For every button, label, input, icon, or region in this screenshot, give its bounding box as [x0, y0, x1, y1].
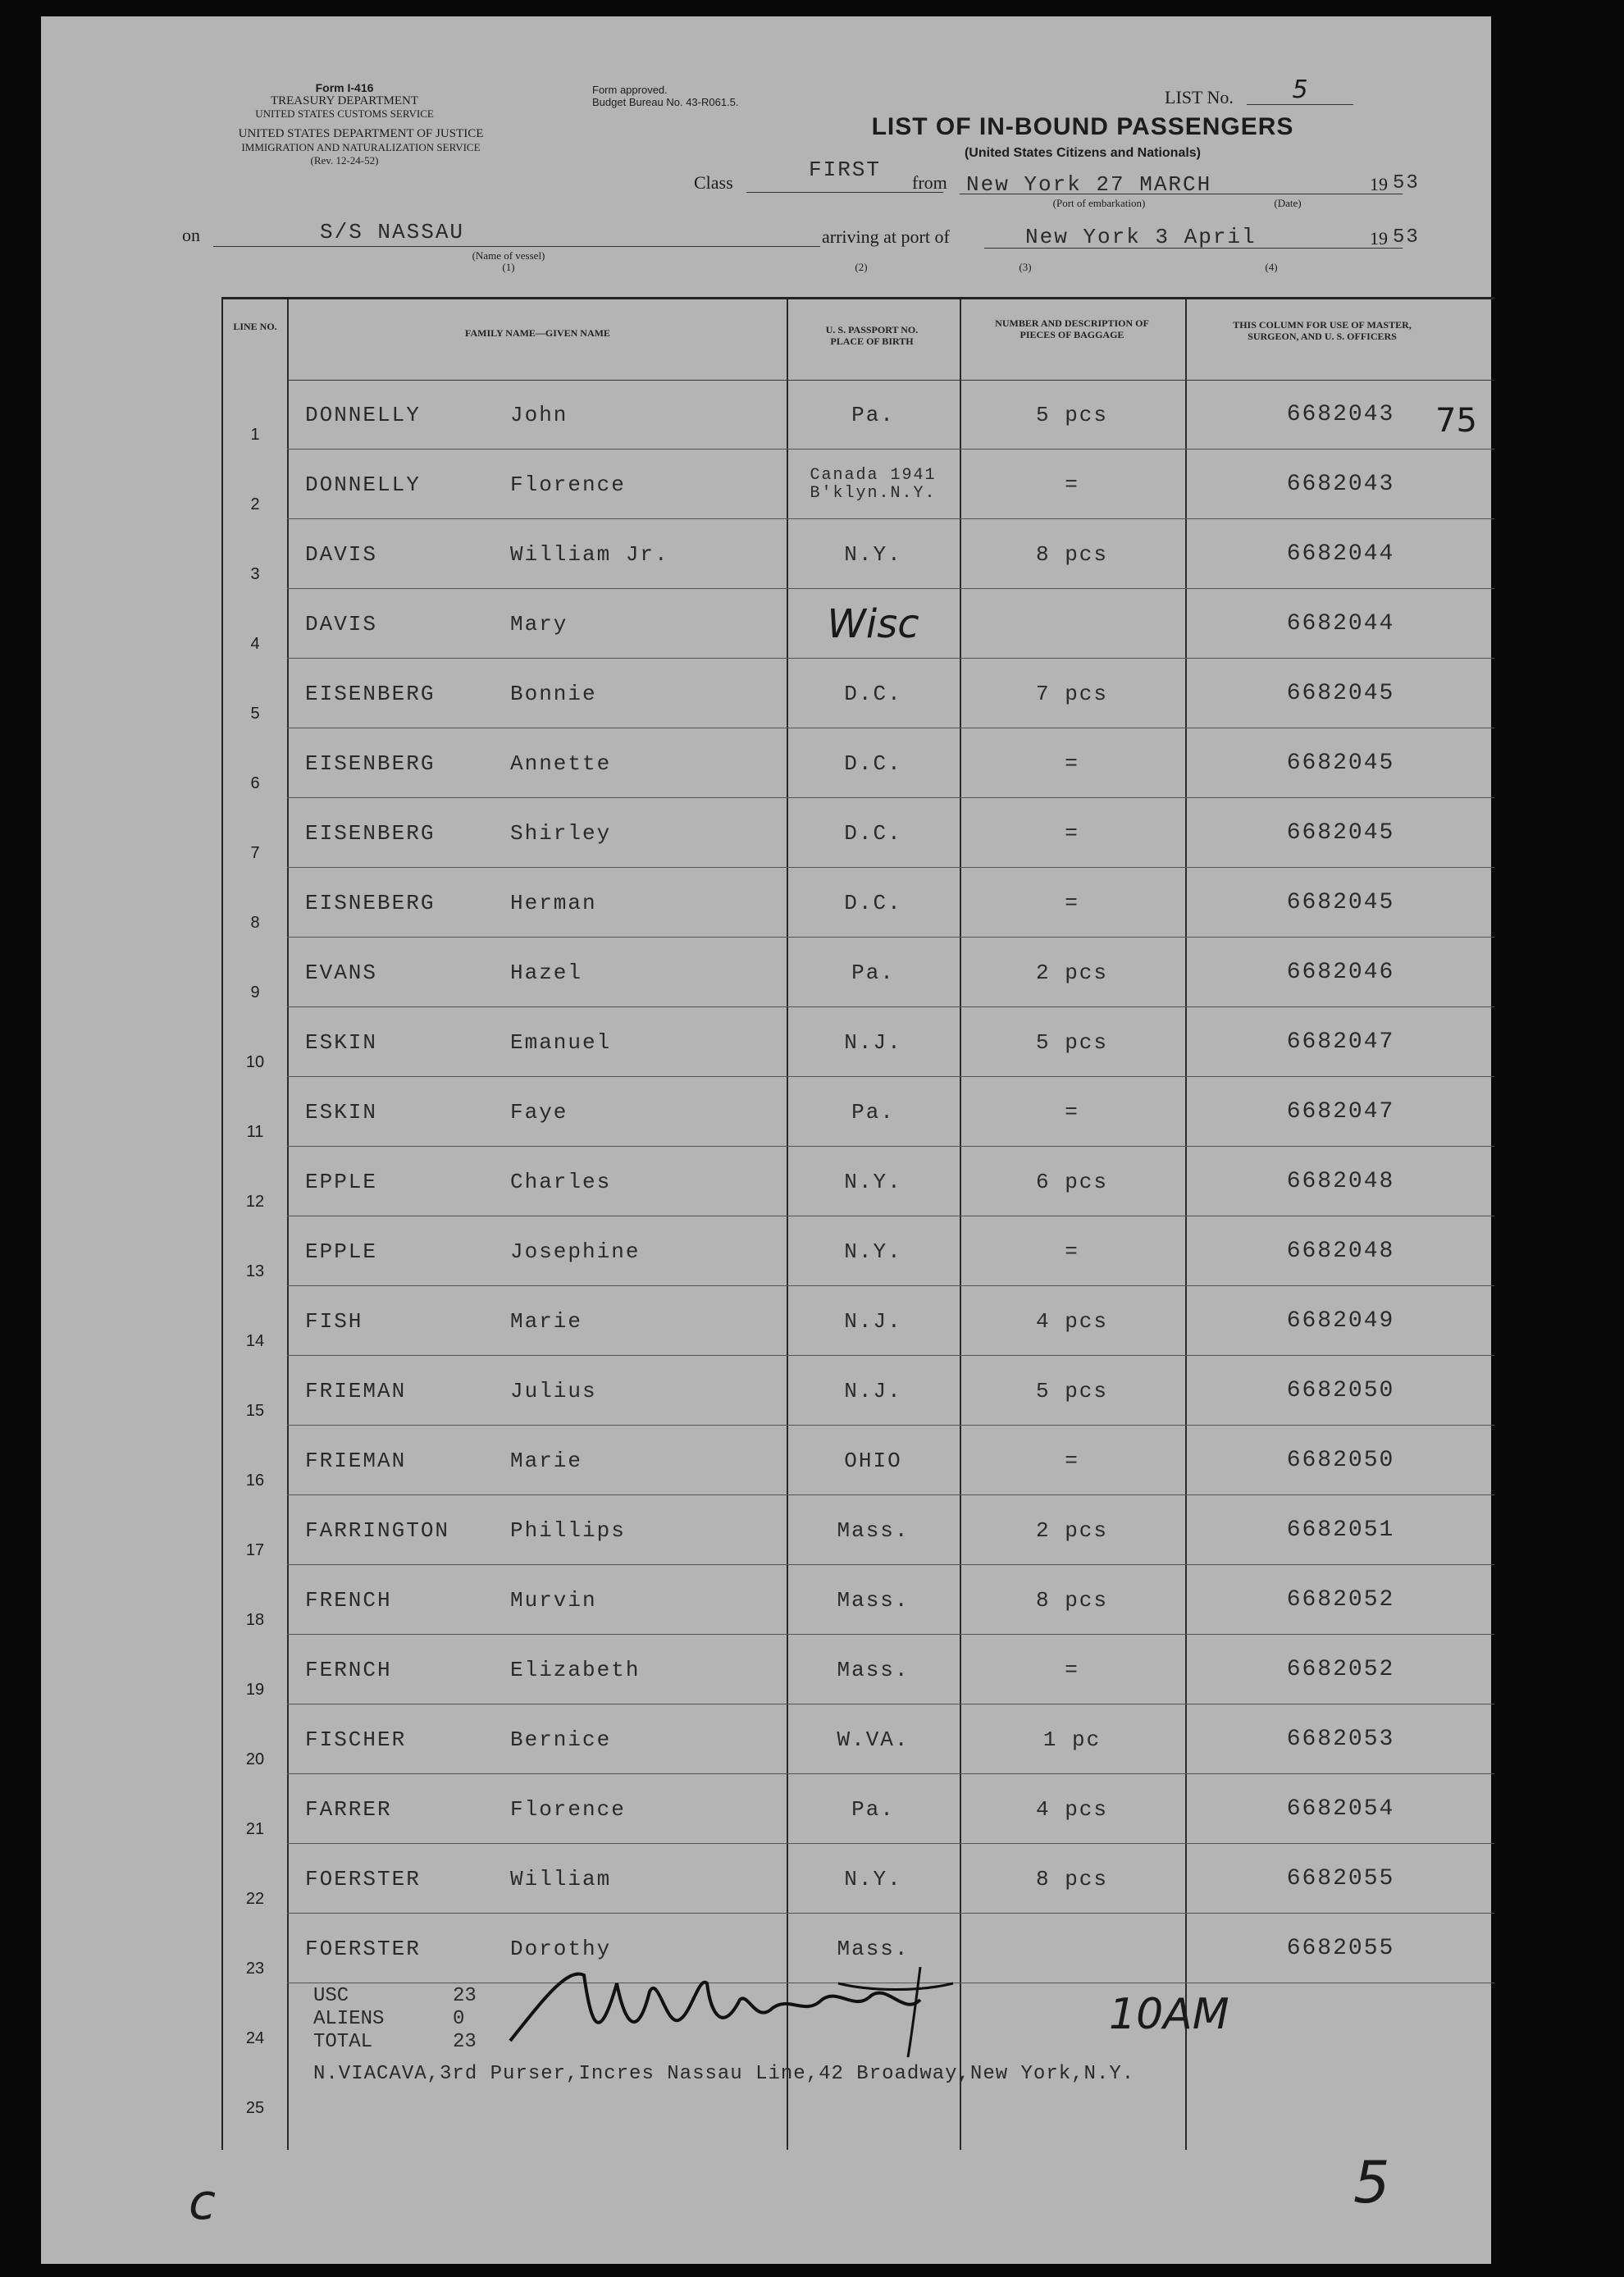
- officer-signature: [494, 1951, 1002, 2065]
- line-number: 23: [245, 1960, 265, 1978]
- baggage: 6 pcs: [1035, 1169, 1108, 1194]
- officer-number: 6682052: [1286, 1587, 1395, 1613]
- totals-block: [313, 1985, 477, 2054]
- given-name: William Jr.: [510, 541, 669, 567]
- family-name: EISENBERG: [305, 681, 436, 706]
- given-name: Charles: [510, 1169, 612, 1194]
- manifest-sheet: [41, 16, 1491, 2264]
- officer-number: 6682047: [1286, 1029, 1395, 1055]
- place-of-birth: Pa.: [851, 960, 895, 985]
- line-number: 12: [245, 1193, 265, 1211]
- table-row: [223, 519, 1494, 589]
- given-name: Herman: [510, 890, 597, 915]
- place-of-birth: D.C.: [844, 681, 902, 706]
- col2-caption: (2): [855, 261, 868, 273]
- arriving-value: New York 3 April: [1025, 225, 1257, 249]
- baggage: =: [1065, 1448, 1079, 1473]
- line-number: 2: [250, 495, 260, 513]
- line-number: 1: [250, 426, 260, 444]
- place-of-birth: W.VA.: [837, 1727, 910, 1752]
- given-name: John: [510, 402, 568, 427]
- officer-number: 6682050: [1286, 1448, 1395, 1473]
- place-of-birth: N.J.: [844, 1378, 902, 1403]
- line-number: 22: [245, 1890, 265, 1908]
- line-number: 10: [245, 1053, 265, 1071]
- treasury-dept: TREASURY DEPARTMENT: [270, 94, 419, 107]
- aliens-count: 0: [453, 2008, 465, 2030]
- form-revision: (Rev. 12-24-52): [310, 154, 379, 167]
- line-number: 11: [246, 1123, 264, 1141]
- family-name: FRIEMAN: [305, 1378, 407, 1403]
- table-row: [223, 728, 1494, 798]
- baggage: 5 pcs: [1035, 1378, 1108, 1403]
- class-label: Class: [694, 172, 733, 193]
- col-head-baggage: NUMBER AND DESCRIPTION OF PIECES OF BAGGAGE: [995, 317, 1149, 340]
- baggage: 8 pcs: [1035, 1587, 1108, 1613]
- family-name: FOERSTER: [305, 1936, 421, 1961]
- place-of-birth: Mass.: [837, 1657, 910, 1682]
- given-name: Elizabeth: [510, 1657, 641, 1682]
- given-name: Florence: [510, 472, 626, 497]
- table-row: [223, 380, 1494, 449]
- place-of-birth: Canada 1941 B'klyn.N.Y.: [810, 465, 937, 503]
- line-number: 25: [245, 2099, 265, 2117]
- family-name: FERNCH: [305, 1657, 392, 1682]
- line-number: 16: [245, 1472, 265, 1490]
- total-count: 23: [453, 2031, 477, 2053]
- baggage: 8 pcs: [1035, 1866, 1108, 1891]
- place-of-birth: N.J.: [844, 1029, 902, 1055]
- bottom-right-mark: 5: [1353, 2149, 1390, 2216]
- officer-number: 6682045: [1286, 681, 1395, 706]
- arriving-underline: [984, 248, 1403, 249]
- list-no-label: LIST No.: [1165, 87, 1234, 107]
- place-of-birth: D.C.: [844, 820, 902, 846]
- family-name: FISCHER: [305, 1727, 407, 1752]
- given-name: Annette: [510, 751, 612, 776]
- given-name: Phillips: [510, 1517, 626, 1543]
- officer-number: 6682053: [1286, 1727, 1395, 1752]
- line-number: 7: [250, 844, 260, 862]
- form-number: Form I-416: [315, 81, 374, 94]
- table-row: [223, 1077, 1494, 1147]
- baggage: =: [1065, 890, 1079, 915]
- baggage: =: [1065, 1239, 1079, 1264]
- given-name: Bernice: [510, 1727, 612, 1752]
- class-value: FIRST: [808, 157, 881, 182]
- line-number: 17: [245, 1541, 265, 1559]
- line-number: 9: [250, 983, 260, 1002]
- place-of-birth: N.Y.: [844, 1866, 902, 1891]
- arr-year-prefix: 19: [1370, 228, 1388, 249]
- place-of-birth: D.C.: [844, 890, 902, 915]
- officer-number: 6682048: [1286, 1239, 1395, 1264]
- officer-number: 6682052: [1286, 1657, 1395, 1682]
- arriving-label: arriving at port of: [822, 226, 950, 247]
- given-name: Marie: [510, 1308, 583, 1334]
- family-name: EISENBERG: [305, 751, 436, 776]
- officer-number: 6682045: [1286, 820, 1395, 846]
- family-name: FARRINGTON: [305, 1517, 450, 1543]
- purser-line: N.VIACAVA,3rd Purser,Incres Nassau Line,42 Broadway,New York,N.Y.: [313, 2063, 1135, 2085]
- given-name: Faye: [510, 1099, 568, 1125]
- page-subtitle: (United States Citizens and Nationals): [964, 146, 1202, 160]
- place-of-birth: N.Y.: [844, 1239, 902, 1264]
- family-name: EPPLE: [305, 1169, 378, 1194]
- justice-dept: UNITED STATES DEPARTMENT OF JUSTICE: [238, 127, 484, 140]
- baggage: [961, 589, 1183, 659]
- given-name: Bonnie: [510, 681, 597, 706]
- col1-caption: (1): [502, 261, 515, 273]
- officer-number: 6682046: [1286, 960, 1395, 985]
- col-head-officers: THIS COLUMN FOR USE OF MASTER, SURGEON, AND U. S. OFFICERS: [1233, 319, 1412, 342]
- table-row: [223, 1356, 1494, 1426]
- customs-service: UNITED STATES CUSTOMS SERVICE: [255, 107, 434, 120]
- given-name: Josephine: [510, 1239, 641, 1264]
- form-approved: Form approved.: [592, 84, 668, 96]
- table-row: [223, 1147, 1494, 1216]
- place-of-birth: Pa.: [851, 1796, 895, 1822]
- line-number: 14: [245, 1332, 265, 1350]
- table-row: [223, 938, 1494, 1007]
- table-row: [223, 589, 1494, 659]
- total-label: TOTAL: [313, 2031, 373, 2053]
- family-name: FISH: [305, 1308, 363, 1334]
- given-name: Mary: [510, 611, 568, 637]
- passenger-table: [221, 297, 1494, 2150]
- officer-number: 6682045: [1286, 890, 1395, 915]
- given-name: Dorothy: [510, 1936, 612, 1961]
- family-name: EPPLE: [305, 1239, 378, 1264]
- given-name: Julius: [510, 1378, 597, 1403]
- baggage: =: [1065, 472, 1079, 497]
- table-row: [223, 1495, 1494, 1565]
- given-name: William: [510, 1866, 612, 1891]
- family-name: FRENCH: [305, 1587, 392, 1613]
- table-row: [223, 798, 1494, 868]
- table-row: [223, 1216, 1494, 1286]
- family-name: EVANS: [305, 960, 378, 985]
- officer-number: 6682045: [1286, 751, 1395, 776]
- place-of-birth: Mass.: [837, 1587, 910, 1613]
- officer-number: 6682044: [1286, 611, 1395, 637]
- family-name: FOERSTER: [305, 1866, 421, 1891]
- officer-number: 6682048: [1286, 1169, 1395, 1194]
- family-name: ESKIN: [305, 1029, 378, 1055]
- aliens-label: ALIENS: [313, 2008, 385, 2030]
- officer-number: 6682043: [1286, 472, 1395, 497]
- vessel-name: S/S NASSAU: [320, 220, 465, 244]
- col-head-name: FAMILY NAME—GIVEN NAME: [465, 327, 610, 339]
- table-row: [223, 1286, 1494, 1356]
- table-row: [223, 1426, 1494, 1495]
- table-row: [223, 868, 1494, 938]
- budget-bureau: Budget Bureau No. 43-R061.5.: [592, 96, 739, 108]
- usc-label: USC: [313, 1985, 349, 2007]
- page-title: LIST OF IN-BOUND PASSENGERS: [871, 113, 1294, 140]
- family-name: DAVIS: [305, 611, 378, 637]
- baggage: =: [1065, 1099, 1079, 1125]
- baggage: =: [1065, 751, 1079, 776]
- baggage: =: [1065, 1657, 1079, 1682]
- line-number: 15: [245, 1402, 265, 1420]
- given-name: Emanuel: [510, 1029, 612, 1055]
- family-name: EISNEBERG: [305, 890, 436, 915]
- place-of-birth: N.J.: [844, 1308, 902, 1334]
- date-caption: (Date): [1274, 197, 1302, 209]
- line-number: 18: [245, 1611, 265, 1629]
- place-of-birth: Mass.: [837, 1517, 910, 1543]
- officer-number: 6682055: [1286, 1936, 1395, 1961]
- baggage: 4 pcs: [1035, 1308, 1108, 1334]
- family-name: DAVIS: [305, 541, 378, 567]
- line-number: 8: [250, 914, 260, 932]
- year-value: 53: [1393, 172, 1420, 194]
- place-of-birth: Pa.: [851, 1099, 895, 1125]
- baggage: 4 pcs: [1035, 1796, 1108, 1822]
- table-row: [223, 1774, 1494, 1844]
- family-name: DONNELLY: [305, 472, 421, 497]
- from-label: from: [912, 172, 947, 193]
- table-row: [223, 1704, 1494, 1774]
- bottom-left-mark: c: [189, 2174, 216, 2231]
- table-row-24: [223, 1983, 1494, 2053]
- line-number: 24: [245, 2029, 265, 2047]
- table-row-25: [223, 2053, 1494, 2123]
- family-name: EISENBERG: [305, 820, 436, 846]
- line-number: 5: [250, 705, 260, 723]
- col3-caption: (3): [1019, 261, 1032, 273]
- baggage: 2 pcs: [1035, 960, 1108, 985]
- given-name: Murvin: [510, 1587, 597, 1613]
- table-row: [223, 449, 1494, 519]
- officer-number: 6682049: [1286, 1308, 1395, 1334]
- list-no-value: 5: [1247, 75, 1353, 105]
- given-name: Florence: [510, 1796, 626, 1822]
- table-row: [223, 1844, 1494, 1914]
- table-row: [223, 1635, 1494, 1704]
- time-annotation: 10AM: [1109, 1990, 1229, 2039]
- family-name: DONNELLY: [305, 402, 421, 427]
- family-name: ESKIN: [305, 1099, 378, 1125]
- place-of-birth: N.Y.: [844, 541, 902, 567]
- table-row: [223, 1007, 1494, 1077]
- officer-number: 6682044: [1286, 541, 1395, 567]
- officer-number: 6682054: [1286, 1796, 1395, 1822]
- col-head-passport: U. S. PASSPORT NO. PLACE OF BIRTH: [825, 324, 919, 347]
- line-number: 6: [250, 774, 260, 792]
- table-row: [223, 659, 1494, 728]
- col4-caption: (4): [1265, 261, 1278, 273]
- on-label: on: [182, 225, 200, 245]
- officer-number: 6682055: [1286, 1866, 1395, 1891]
- family-name: FRIEMAN: [305, 1448, 407, 1473]
- given-name: Hazel: [510, 960, 583, 985]
- col-head-line-no: LINE NO.: [233, 321, 277, 332]
- baggage: 8 pcs: [1035, 541, 1108, 567]
- given-name: Shirley: [510, 820, 612, 846]
- officer-number: 6682047: [1286, 1099, 1395, 1125]
- vessel-underline: [213, 246, 820, 247]
- line-number: 21: [245, 1820, 265, 1838]
- ins-service: IMMIGRATION AND NATURALIZATION SERVICE: [241, 141, 481, 153]
- line-number: 13: [245, 1262, 265, 1280]
- place-of-birth: N.Y.: [844, 1169, 902, 1194]
- baggage: 5 pcs: [1035, 402, 1108, 427]
- officer-number: 6682051: [1286, 1517, 1395, 1543]
- baggage: 2 pcs: [1035, 1517, 1108, 1543]
- line-number: 4: [250, 635, 260, 653]
- line-number: 19: [245, 1681, 265, 1699]
- vessel-caption: (Name of vessel): [472, 249, 545, 262]
- officer-number: 6682043: [1286, 402, 1395, 427]
- line-number: 20: [245, 1750, 265, 1768]
- family-name: FARRER: [305, 1796, 392, 1822]
- place-of-birth: D.C.: [844, 751, 902, 776]
- place-of-birth: Pa.: [851, 402, 895, 427]
- baggage: 5 pcs: [1035, 1029, 1108, 1055]
- officer-number: 6682050: [1286, 1378, 1395, 1403]
- line-number: 3: [250, 565, 260, 583]
- baggage: =: [1065, 820, 1079, 846]
- place-of-birth: Wisc: [827, 600, 919, 647]
- arr-year-value: 53: [1393, 226, 1420, 249]
- margin-number: 75: [1435, 402, 1477, 440]
- from-value: New York 27 MARCH: [966, 172, 1212, 197]
- port-caption: (Port of embarkation): [1052, 197, 1146, 209]
- place-of-birth: OHIO: [844, 1448, 902, 1473]
- baggage: 7 pcs: [1035, 681, 1108, 706]
- table-row: [223, 1565, 1494, 1635]
- year-prefix: 19: [1370, 174, 1388, 194]
- baggage: 1 pc: [1042, 1727, 1102, 1752]
- place-of-birth: Mass.: [837, 1936, 910, 1961]
- usc-count: 23: [453, 1985, 477, 2007]
- given-name: Marie: [510, 1448, 583, 1473]
